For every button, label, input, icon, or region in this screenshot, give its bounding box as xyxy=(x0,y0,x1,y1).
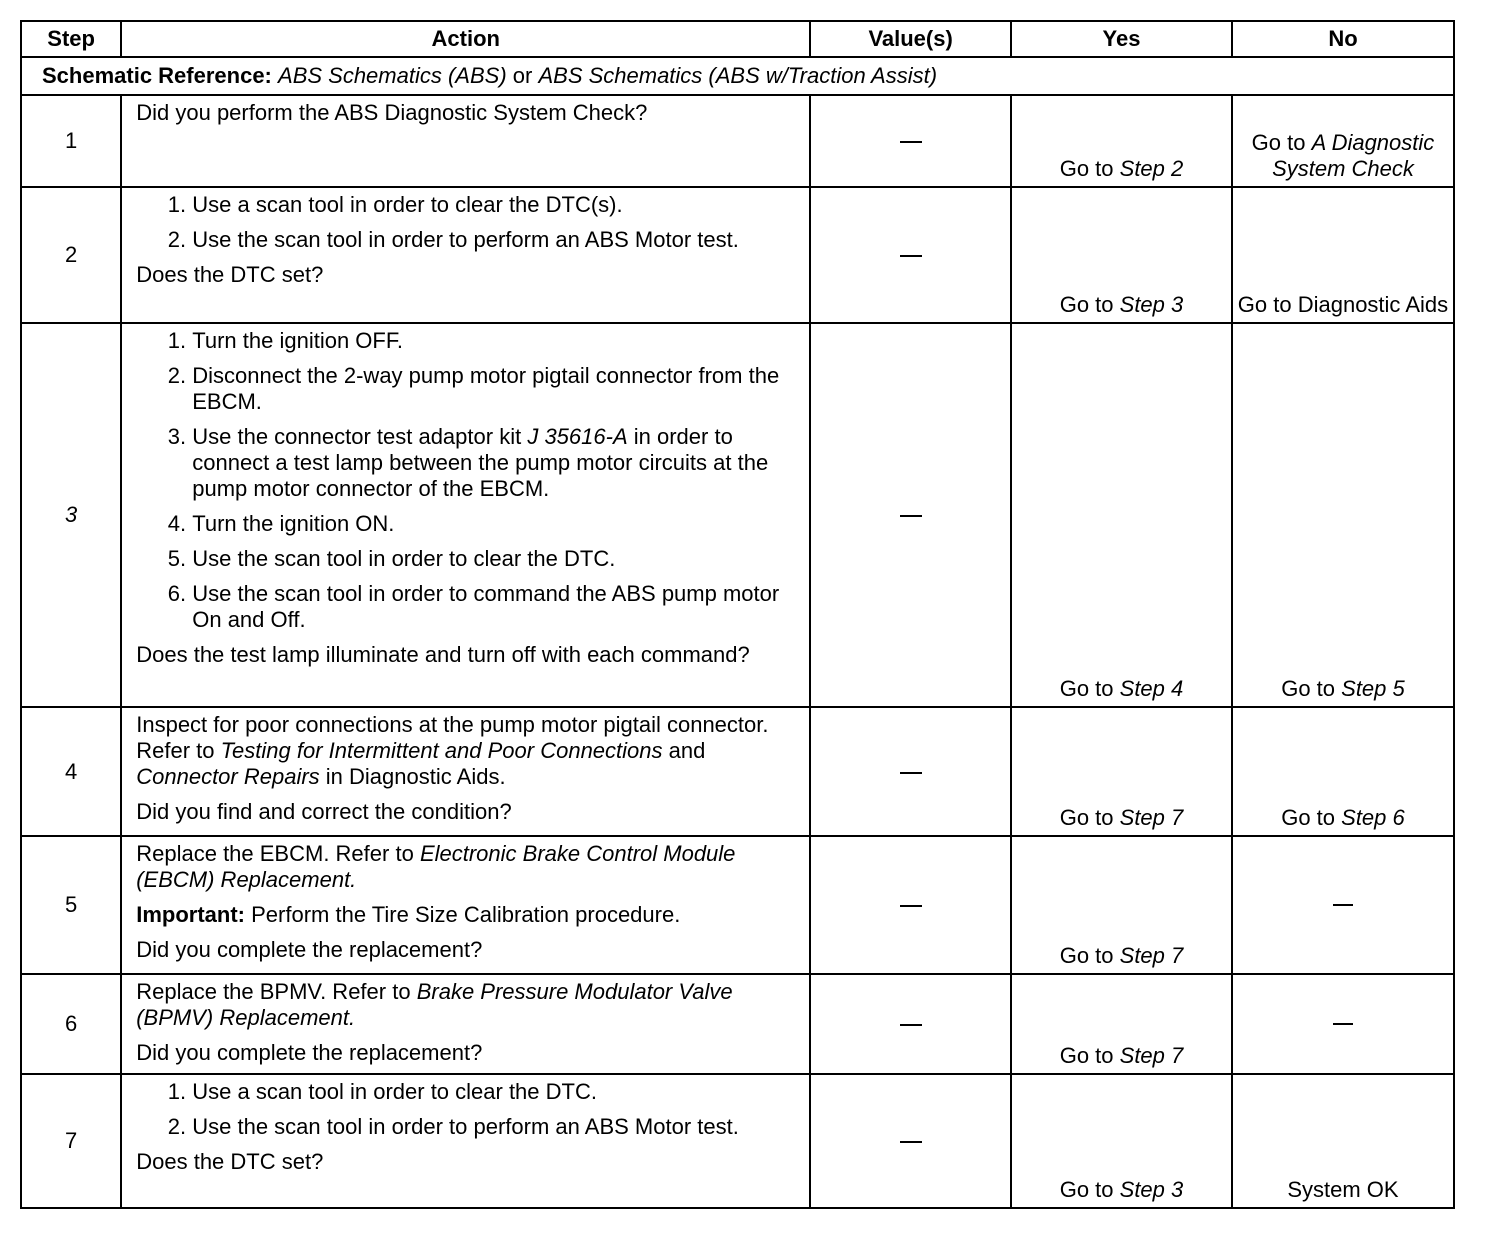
value-dash xyxy=(900,255,922,257)
action-cell xyxy=(121,323,810,707)
value-dash xyxy=(900,515,922,517)
action-step xyxy=(192,424,795,502)
table-row xyxy=(21,707,1454,836)
yes-cell xyxy=(1011,707,1232,836)
value-dash xyxy=(900,905,922,907)
action-step: 1. Turn the ignition OFF. xyxy=(192,328,795,354)
yes-cell xyxy=(1011,836,1232,974)
tool-reference: J 35616-A xyxy=(527,424,628,449)
action-step: 4. Turn the ignition ON. xyxy=(192,511,795,537)
procedure-reference: Testing for Intermittent and Poor Connections xyxy=(220,738,663,763)
table-row xyxy=(21,974,1454,1074)
schematic-ref-abs: ABS Schematics (ABS) xyxy=(278,63,507,88)
schematic-label: Schematic Reference: xyxy=(42,63,272,88)
yes-cell xyxy=(1011,323,1232,707)
procedure-reference: Connector Repairs xyxy=(136,764,320,789)
action-cell xyxy=(121,95,810,187)
value-cell xyxy=(810,95,1011,187)
value-cell xyxy=(810,1074,1011,1208)
action-cell xyxy=(121,1074,810,1208)
action-step: 1. Use a scan tool in order to clear the DTC(s). xyxy=(192,192,795,218)
no-target: Step 6 xyxy=(1341,805,1405,830)
important-label: Important: xyxy=(136,902,245,927)
header-yes: Yes xyxy=(1011,21,1232,57)
value-cell xyxy=(810,836,1011,974)
action-step-text: in order to connect a test lamp between the pump motor circuits at the pump motor connector of the EBCM. xyxy=(192,424,769,501)
action-instruction xyxy=(136,979,795,1031)
value-cell xyxy=(810,187,1011,323)
no-cell: Go to Diagnostic Aids xyxy=(1232,187,1454,323)
step-number: 7 xyxy=(21,1074,121,1208)
header-values: Value(s) xyxy=(810,21,1011,57)
action-cell xyxy=(121,836,810,974)
go-to-label: Go to xyxy=(1059,676,1114,701)
instruction-text: Replace the EBCM. Refer to xyxy=(136,841,414,866)
yes-target: Step 2 xyxy=(1119,156,1184,181)
step-number: 2 xyxy=(21,187,121,323)
no-target: A Diagnostic System Check xyxy=(1272,130,1435,181)
instruction-text: Replace the BPMV. Refer to xyxy=(136,979,411,1004)
action-cell xyxy=(121,707,810,836)
important-text: Perform the Tire Size Calibration procedure. xyxy=(251,902,681,927)
action-instruction xyxy=(136,841,795,893)
schematic-reference xyxy=(21,57,1454,95)
yes-target: Step 7 xyxy=(1119,805,1184,830)
no-dash xyxy=(1333,1023,1353,1025)
step-number: 5 xyxy=(21,836,121,974)
go-to-label: Go to xyxy=(1059,943,1114,968)
action-question: Did you perform the ABS Diagnostic System Check? xyxy=(136,100,648,125)
value-dash xyxy=(900,1141,922,1143)
header-action: Action xyxy=(121,21,810,57)
schematic-or: or xyxy=(512,63,533,88)
step-number: 1 xyxy=(21,95,121,187)
no-cell xyxy=(1232,974,1454,1074)
yes-cell xyxy=(1011,1074,1232,1208)
yes-target: Step 7 xyxy=(1119,1043,1184,1068)
step-number: 6 xyxy=(21,974,121,1074)
yes-target: Step 4 xyxy=(1119,676,1184,701)
value-dash xyxy=(900,1024,922,1026)
action-question: Does the DTC set? xyxy=(136,1149,324,1174)
action-question: Did you complete the replacement? xyxy=(136,937,483,962)
no-cell xyxy=(1232,323,1454,707)
no-target: Step 5 xyxy=(1341,676,1405,701)
table-row xyxy=(21,187,1454,323)
instruction-text: Inspect for poor connections at the pump motor pigtail connector. Refer to xyxy=(136,712,769,763)
step-number: 3 xyxy=(21,323,121,707)
action-step: 2. Use the scan tool in order to perform an ABS Motor test. xyxy=(192,1114,795,1140)
diagnostic-table xyxy=(20,20,1455,1209)
yes-cell xyxy=(1011,95,1232,187)
step-number: 4 xyxy=(21,707,121,836)
no-cell xyxy=(1232,707,1454,836)
go-to-label: Go to xyxy=(1059,1043,1114,1068)
action-question: Does the DTC set? xyxy=(136,262,324,287)
go-to-label: Go to xyxy=(1281,805,1336,830)
instruction-text: and xyxy=(668,738,706,763)
action-instruction xyxy=(136,712,795,790)
action-question: Did you find and correct the condition? xyxy=(136,799,512,824)
table-row xyxy=(21,323,1454,707)
yes-cell xyxy=(1011,187,1232,323)
table-row xyxy=(21,836,1454,974)
header-row xyxy=(21,21,1454,57)
go-to-label: Go to xyxy=(1059,292,1114,317)
procedure-reference: Electronic Brake Control Module (EBCM) Replacement. xyxy=(136,841,736,892)
instruction-text: in Diagnostic Aids. xyxy=(325,764,506,789)
header-step: Step xyxy=(21,21,121,57)
value-cell xyxy=(810,323,1011,707)
no-dash xyxy=(1333,904,1353,906)
action-step: 6. Use the scan tool in order to command the ABS pump motor On and Off. xyxy=(192,581,795,633)
go-to-label: Go to xyxy=(1251,130,1306,155)
go-to-label: Go to xyxy=(1059,156,1114,181)
table-row xyxy=(21,1074,1454,1208)
action-step: 2. Use the scan tool in order to perform an ABS Motor test. xyxy=(192,227,795,253)
action-steps xyxy=(136,328,795,633)
go-to-label: Go to xyxy=(1059,805,1114,830)
action-step: 5. Use the scan tool in order to clear the DTC. xyxy=(192,546,795,572)
no-cell xyxy=(1232,95,1454,187)
value-dash xyxy=(900,141,922,143)
procedure-reference: Brake Pressure Modulator Valve (BPMV) Replacement. xyxy=(136,979,733,1030)
action-cell xyxy=(121,187,810,323)
action-steps xyxy=(136,1079,795,1140)
go-to-label: Go to xyxy=(1281,676,1336,701)
go-to-label: Go to xyxy=(1059,1177,1114,1202)
important-note xyxy=(136,902,795,928)
value-dash xyxy=(900,772,922,774)
schematic-row xyxy=(21,57,1454,95)
yes-target: Step 3 xyxy=(1119,292,1184,317)
value-cell xyxy=(810,974,1011,1074)
action-question: Does the test lamp illuminate and turn off with each command? xyxy=(136,642,750,667)
action-step: 2. Disconnect the 2-way pump motor pigtail connector from the EBCM. xyxy=(192,363,795,415)
action-question: Did you complete the replacement? xyxy=(136,1040,483,1065)
schematic-ref-traction: ABS Schematics (ABS w/Traction Assist) xyxy=(538,63,938,88)
yes-cell xyxy=(1011,974,1232,1074)
action-cell xyxy=(121,974,810,1074)
action-step-text: Use the connector test adaptor kit xyxy=(192,424,522,449)
action-step: 1. Use a scan tool in order to clear the DTC. xyxy=(192,1079,795,1105)
value-cell xyxy=(810,707,1011,836)
table-row xyxy=(21,95,1454,187)
yes-target: Step 7 xyxy=(1119,943,1184,968)
yes-target: Step 3 xyxy=(1119,1177,1184,1202)
no-cell: System OK xyxy=(1232,1074,1454,1208)
action-steps xyxy=(136,192,795,253)
no-cell xyxy=(1232,836,1454,974)
header-no: No xyxy=(1232,21,1454,57)
